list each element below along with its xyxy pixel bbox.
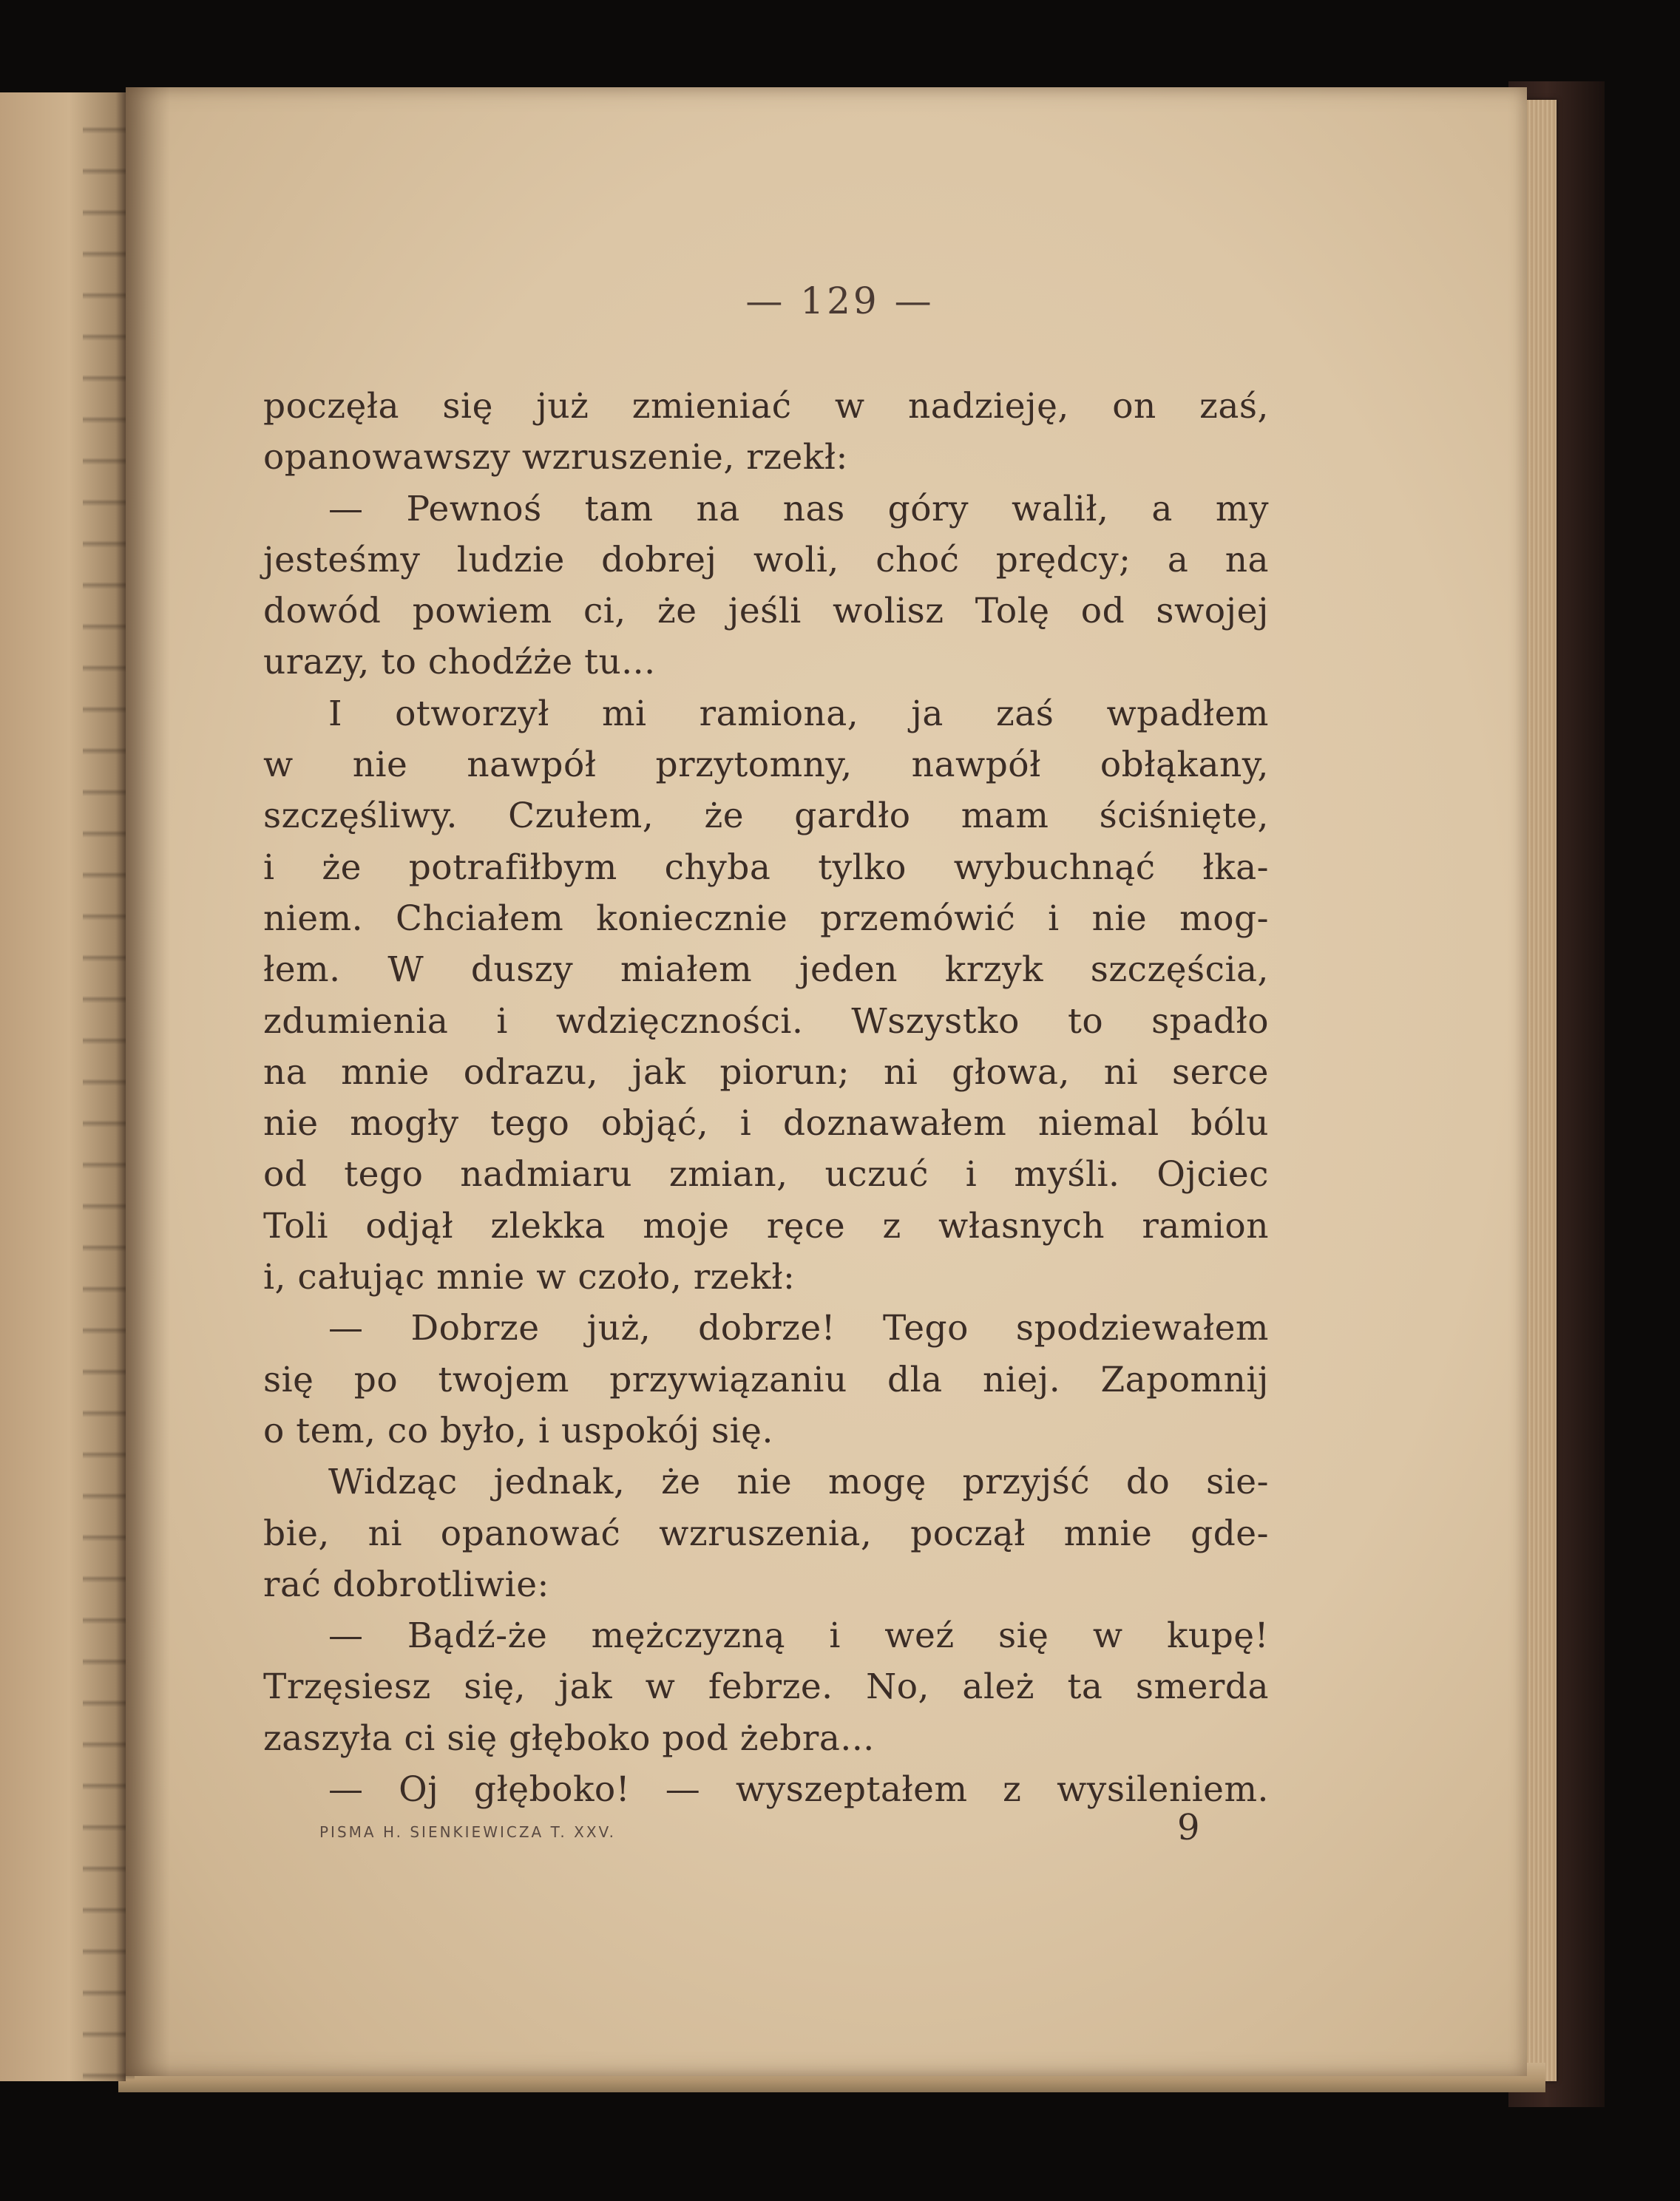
text-line: Trzęsiesz się, jak w febrze. No, ależ ta smerda — [263, 1666, 1269, 1708]
text-line: opanowawszy wzruszenie, rzekł: — [263, 437, 848, 478]
sheet-number: 9 — [1177, 1807, 1201, 1848]
text-line: rać dobrotliwie: — [263, 1564, 549, 1605]
text-line: Widząc jednak, że nie mogę przyjść do sie- — [328, 1462, 1269, 1503]
gutter-shadow — [126, 87, 170, 2076]
text-line: szczęśliwy. Czułem, że gardło mam ściśnięte, — [263, 796, 1269, 837]
running-head-page-number: — 129 — — [745, 279, 935, 322]
text-line: się po twojem przywiązaniu dla niej. Zapomnij — [263, 1359, 1269, 1400]
text-line: zaszyła ci się głęboko pod żebra... — [263, 1717, 875, 1759]
text-line: — Oj głęboko! — wyszeptałem z wysileniem. — [328, 1769, 1269, 1811]
text-line: — Pewnoś tam na nas góry walił, a my — [328, 488, 1269, 529]
text-line: w nie nawpół przytomny, nawpół obłąkany, — [263, 745, 1269, 786]
text-line: Toli odjął zlekka moje ręce z własnych ramion — [263, 1205, 1269, 1247]
text-line: nie mogły tego objąć, i doznawałem niemal bólu — [263, 1103, 1269, 1144]
text-line: poczęła się już zmieniać w nadzieję, on zaś, — [263, 386, 1269, 427]
text-line: na mnie odrazu, jak piorun; ni głowa, ni serce — [263, 1051, 1269, 1093]
text-line: I otworzył mi ramiona, ja zaś wpadłem — [328, 693, 1269, 734]
text-line: i, całując mnie w czoło, rzekł: — [263, 1257, 796, 1298]
text-line: i że potrafiłbym chyba tylko wybuchnąć łka- — [263, 847, 1269, 888]
text-line: bie, ni opanować wzruszenia, począł mnie gde- — [263, 1513, 1269, 1554]
text-line: od tego nadmiaru zmian, uczuć i myśli. Ojciec — [263, 1154, 1269, 1196]
text-line: urazy, to chodźże tu... — [263, 642, 656, 683]
text-line: zdumienia i wdzięczności. Wszystko to spadło — [263, 1000, 1269, 1042]
text-line: łem. W duszy miałem jeden krzyk szczęścia, — [263, 949, 1269, 991]
text-line: dowód powiem ci, że jeśli wolisz Tolę od swojej — [263, 591, 1269, 632]
text-line: — Dobrze już, dobrze! Tego spodziewałem — [328, 1308, 1269, 1349]
printer-signature: PISMA H. SIENKIEWICZA T. XXV. — [319, 1823, 616, 1841]
text-line: — Bądź-że mężczyzną i weź się w kupę! — [328, 1615, 1269, 1657]
body-text — [263, 381, 1269, 1815]
text-line: jesteśmy ludzie dobrej woli, choć prędcy; a na — [263, 539, 1269, 580]
text-line: niem. Chciałem koniecznie przemówić i nie mog- — [263, 898, 1269, 939]
text-line: o tem, co było, i uspokój się. — [263, 1410, 773, 1451]
